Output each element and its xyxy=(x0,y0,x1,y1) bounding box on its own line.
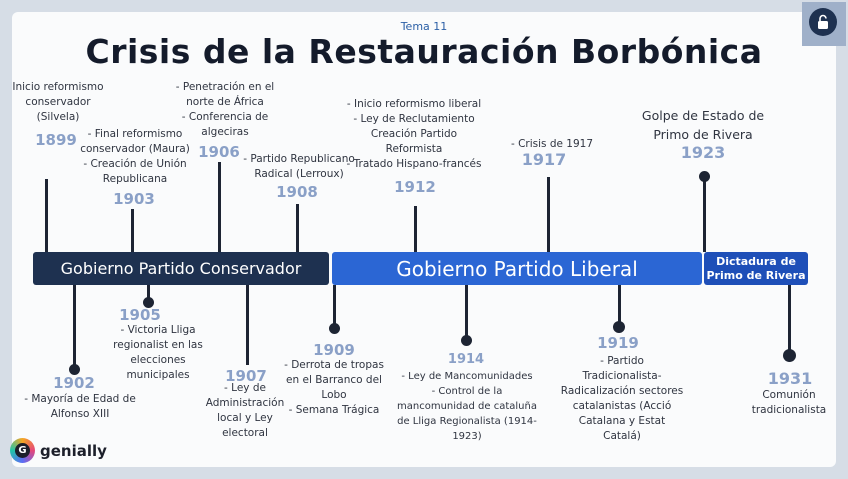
stem-1899 xyxy=(45,179,48,252)
dot-1923 xyxy=(699,171,710,182)
dot-1919 xyxy=(613,321,625,333)
event-year-1899: 1899 xyxy=(35,131,77,149)
event-text-1931: Comunión tradicionalista xyxy=(751,389,827,416)
logo-glyph: G xyxy=(15,443,30,458)
unlock-icon xyxy=(809,8,837,36)
dot-1909 xyxy=(329,323,340,334)
event-year-1914: 1914 xyxy=(447,352,485,367)
stem-1907 xyxy=(246,285,249,365)
event-year-1919: 1919 xyxy=(597,334,639,352)
dot-1914 xyxy=(461,335,472,346)
event-year-1931: 1931 xyxy=(767,369,813,388)
stem-1902 xyxy=(73,285,76,371)
event-year-1909: 1909 xyxy=(313,341,355,359)
stem-1908 xyxy=(296,204,299,252)
event-year-1907: 1907 xyxy=(225,367,267,385)
event-text-1908: - Partido Republicano Radical (Lerroux) xyxy=(243,153,355,180)
stem-1917 xyxy=(547,177,550,252)
bar-gobierno-liberal xyxy=(332,252,702,285)
stem-1906 xyxy=(218,162,221,252)
event-text-1909: - Derrota de tropas en el Barranco del Lobo - Semana Trágica xyxy=(284,359,384,416)
event-year-1912: 1912 xyxy=(394,178,436,196)
stem-1912 xyxy=(414,206,417,252)
bar-label-conservador: Gobierno Partido Conservador xyxy=(60,259,302,278)
topic-label: Tema 11 xyxy=(400,20,448,33)
stem-1923 xyxy=(703,177,706,252)
stem-1903 xyxy=(131,209,134,252)
timeline-slide xyxy=(12,12,836,467)
event-text-1914: - Ley de Mancomunidades - Control de la mancomunidad de cataluña de Lliga Regionalista (1914-1923) xyxy=(397,371,537,442)
stem-1914 xyxy=(465,285,468,340)
page-title: Crisis de la Restauración Borbónica xyxy=(85,32,763,71)
event-year-1905: 1905 xyxy=(119,306,161,324)
event-text-1919: - Partido Tradicionalista-Radicalización sectores catalanistas (Acció Catalana y Estat Catalá) xyxy=(560,355,684,442)
event-text-1899: Inicio reformismo conservador (Silvela) xyxy=(12,81,104,123)
event-year-1902: 1902 xyxy=(53,374,95,392)
event-text-1903: - Final reformismo conservador (Maura) - Creación de Unión Republicana xyxy=(80,128,190,185)
event-text-1906: - Penetración en el norte de África - Conferencia de algeciras xyxy=(175,81,275,138)
unlock-button[interactable] xyxy=(802,2,846,46)
event-text-1905: - Victoria Lliga regionalist en las elecciones municipales xyxy=(113,324,203,381)
bar-gobierno-conservador xyxy=(33,252,329,285)
event-year-1906: 1906 xyxy=(198,143,240,161)
event-year-1917: 1917 xyxy=(521,150,567,169)
event-text-1923: Golpe de Estado de Primo de Rivera xyxy=(641,108,765,142)
genially-logo-icon xyxy=(10,438,35,463)
bar-label-dictadura: Dictadura de Primo de Rivera xyxy=(706,254,806,282)
genially-logo[interactable] xyxy=(10,438,107,463)
bar-dictadura xyxy=(704,252,808,285)
event-text-1917: - Crisis de 1917 xyxy=(510,138,594,150)
event-text-1907: - Ley de Administración local y Ley electoral xyxy=(205,382,285,439)
brand-name: genially xyxy=(40,441,107,460)
event-year-1908: 1908 xyxy=(276,183,318,201)
dot-1931 xyxy=(783,349,796,362)
event-year-1903: 1903 xyxy=(113,190,155,208)
event-text-1912: - Inicio reformismo liberal - Ley de Reclutamiento Creación Partido Reformista - Tratado Hispano-francés xyxy=(346,98,482,170)
stem-1931 xyxy=(788,285,791,355)
event-year-1923: 1923 xyxy=(680,143,726,162)
bar-label-liberal: Gobierno Partido Liberal xyxy=(396,256,638,281)
event-text-1902: - Mayoría de Edad de Alfonso XIII xyxy=(24,393,136,420)
